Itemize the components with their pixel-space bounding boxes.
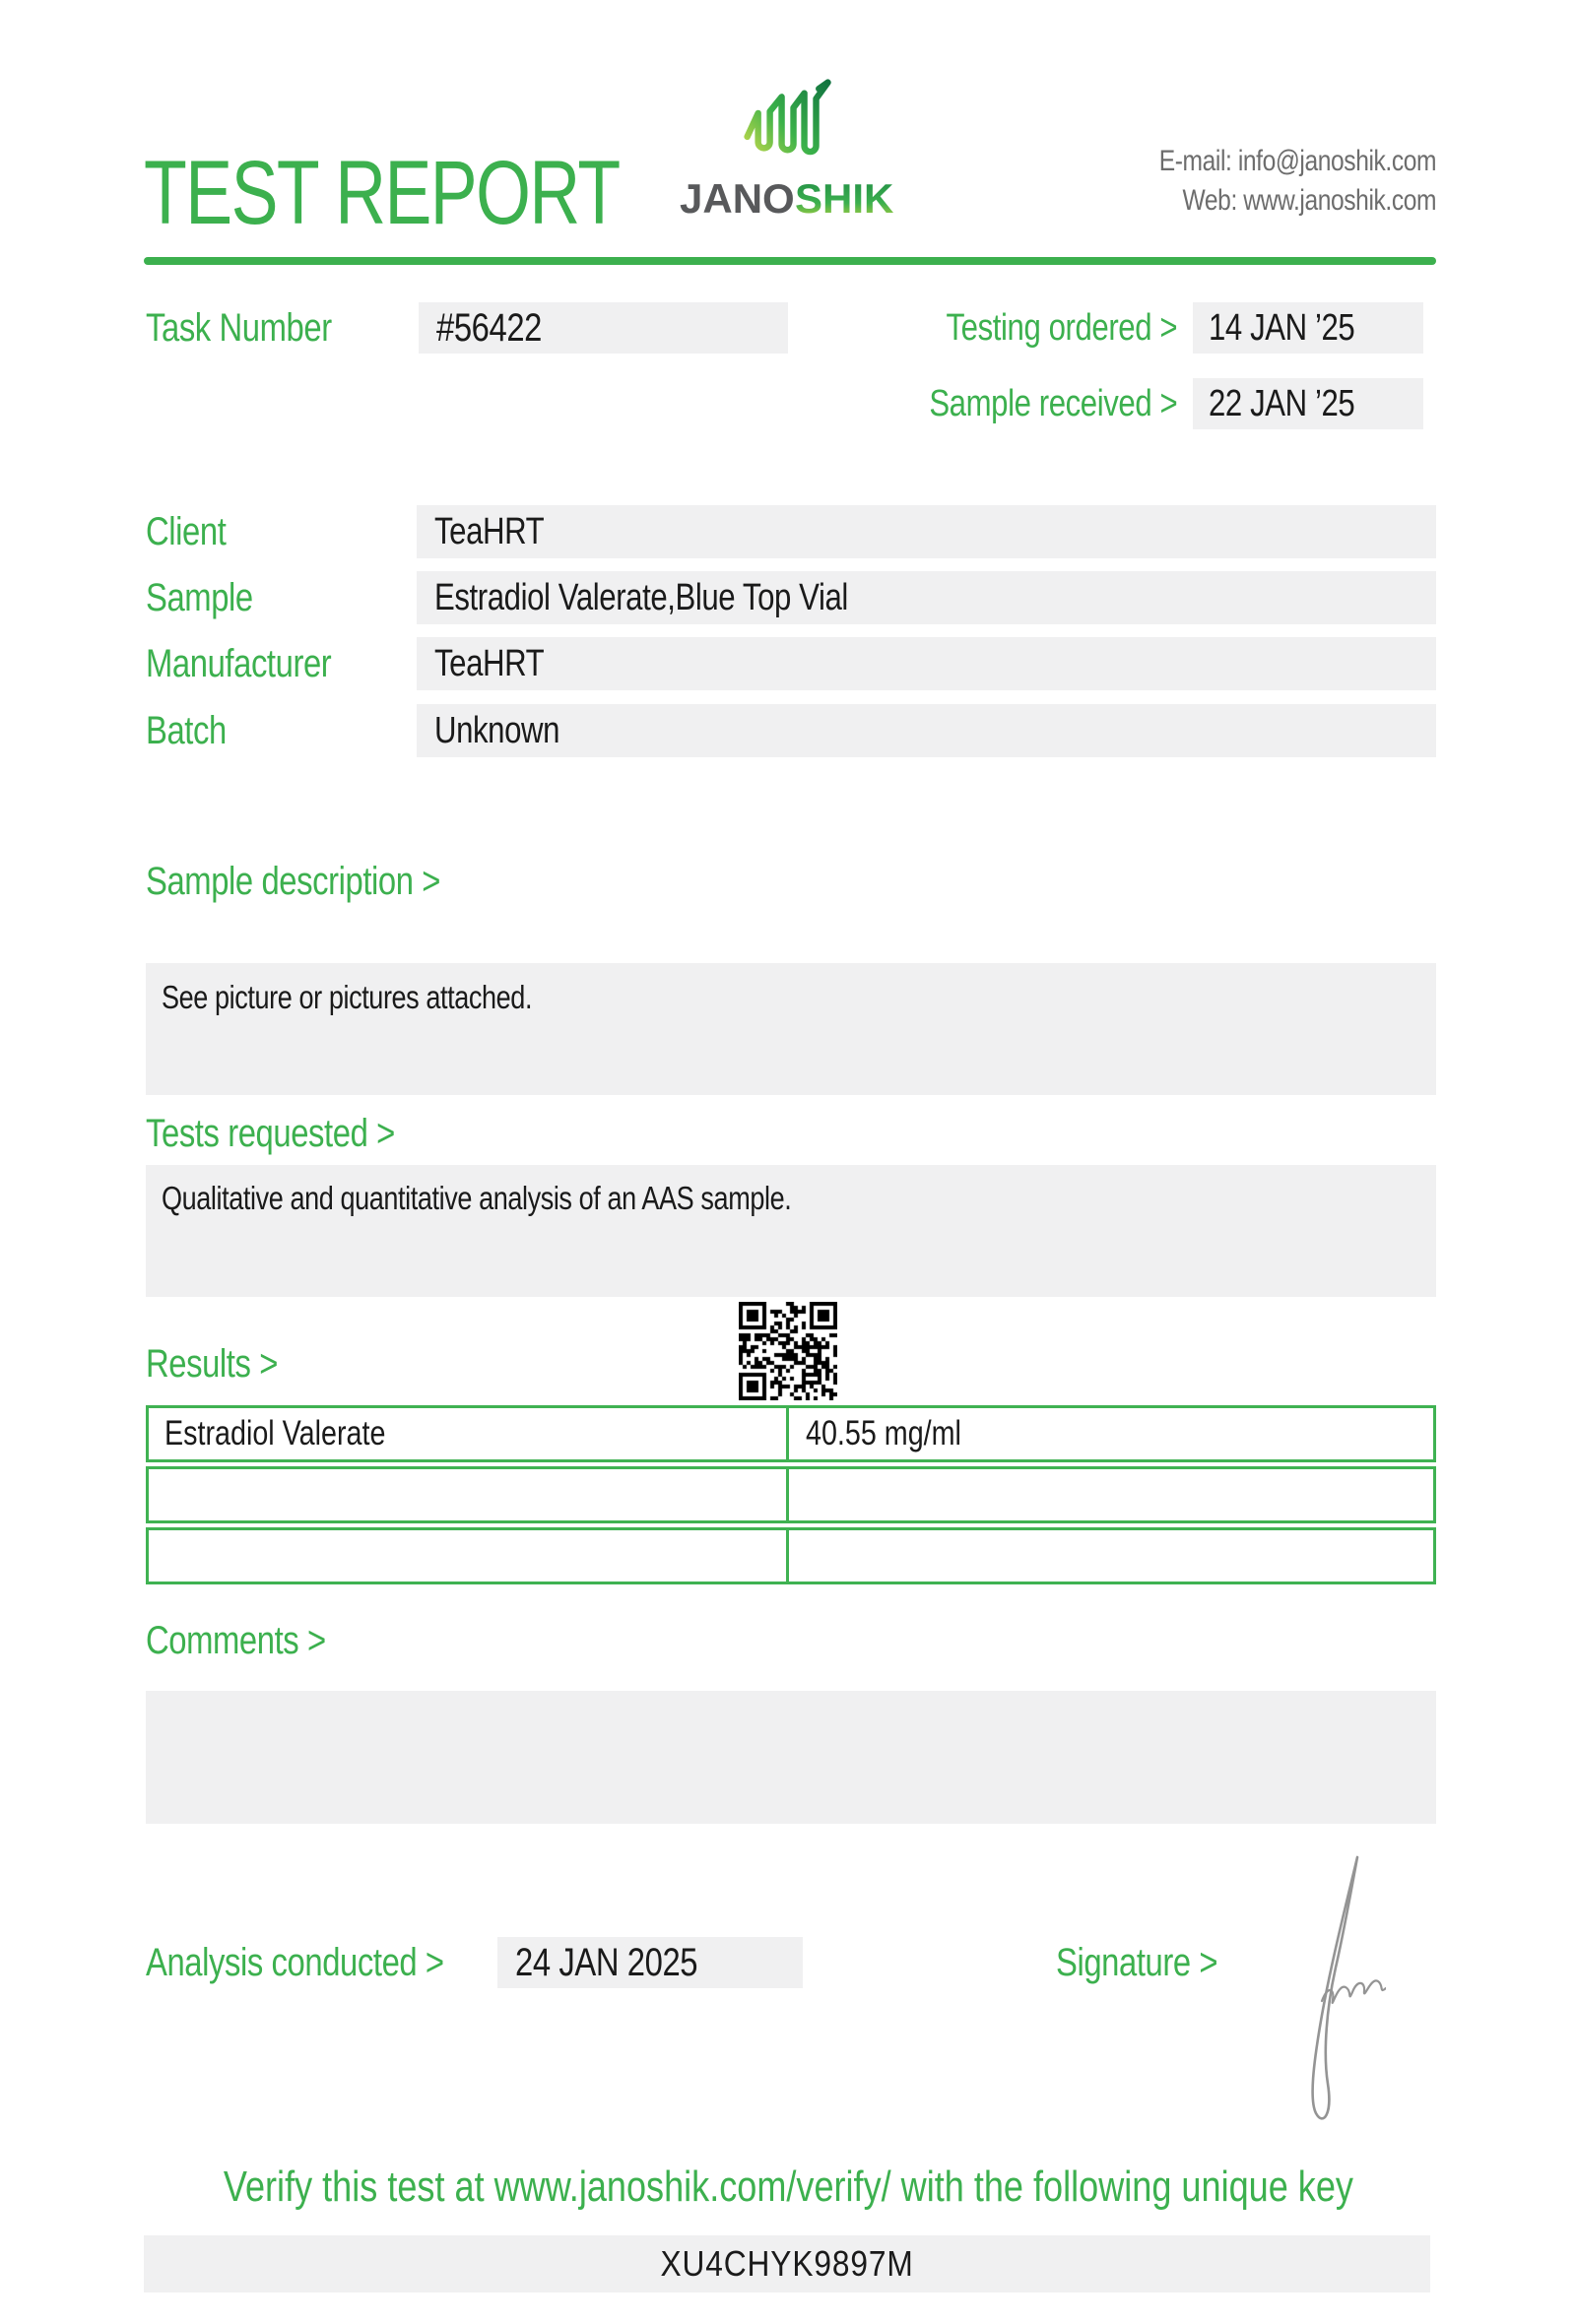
janoshik-logo	[680, 75, 916, 223]
result-analyte: Estradiol Valerate	[164, 1414, 386, 1452]
verify-line	[0, 2163, 1576, 2212]
client-value: TeaHRT	[434, 511, 545, 552]
sample-received-label: Sample received >	[929, 383, 1177, 424]
logo-word-green: SHIK	[795, 175, 894, 222]
manufacturer-value: TeaHRT	[434, 643, 545, 684]
comments-box	[146, 1691, 1436, 1824]
result-value: 40.55 mg/ml	[806, 1414, 961, 1452]
batch-box	[417, 704, 1436, 757]
qr-code	[739, 1302, 837, 1400]
logo-word-dark: JANO	[680, 175, 795, 222]
manufacturer-label: Manufacturer	[146, 642, 332, 685]
signature	[1273, 1851, 1386, 2137]
manufacturer-box	[417, 637, 1436, 690]
testing-ordered-value: 14 JAN ’25	[1209, 307, 1355, 349]
testing-ordered-label: Testing ordered >	[946, 307, 1177, 349]
comments-heading: Comments >	[146, 1619, 326, 1662]
results-row	[146, 1466, 1436, 1523]
batch-label: Batch	[146, 709, 227, 752]
verify-text: Verify this test at www.janoshik.com/verify/ with the following unique key	[223, 2163, 1353, 2211]
results-column-divider	[786, 1408, 789, 1459]
client-label: Client	[146, 510, 227, 553]
tests-requested-heading: Tests requested >	[146, 1112, 395, 1155]
task-number-label: Task Number	[146, 306, 332, 350]
trend-chart-icon	[748, 83, 828, 152]
results-heading: Results >	[146, 1342, 278, 1386]
batch-value: Unknown	[434, 710, 560, 751]
analysis-date-value: 24 JAN 2025	[515, 1941, 698, 1984]
contact-email: E-mail: info@janoshik.com	[1158, 145, 1436, 177]
header-divider	[144, 257, 1436, 265]
task-number-value: #56422	[436, 306, 542, 350]
client-box	[417, 505, 1436, 558]
tests-requested-text: Qualitative and quantitative analysis of an AAS sample.	[162, 1180, 792, 1216]
page-title: TEST REPORT	[144, 143, 620, 243]
verify-key: XU4CHYK9897M	[660, 2243, 914, 2284]
results-column-divider	[786, 1469, 789, 1520]
signature-label: Signature >	[1056, 1941, 1218, 1984]
sample-description-heading: Sample description >	[146, 860, 441, 903]
results-row	[146, 1527, 1436, 1584]
verify-key-band	[144, 2235, 1430, 2292]
contact-web: Web: www.janoshik.com	[1182, 184, 1436, 217]
results-column-divider	[786, 1530, 789, 1582]
sample-value: Estradiol Valerate,Blue Top Vial	[434, 577, 848, 618]
analysis-conducted-label: Analysis conducted >	[146, 1941, 444, 1984]
sample-label: Sample	[146, 576, 253, 619]
sample-description-text: See picture or pictures attached.	[162, 979, 533, 1015]
results-row	[146, 1405, 1436, 1462]
sample-received-value: 22 JAN ’25	[1209, 383, 1355, 424]
